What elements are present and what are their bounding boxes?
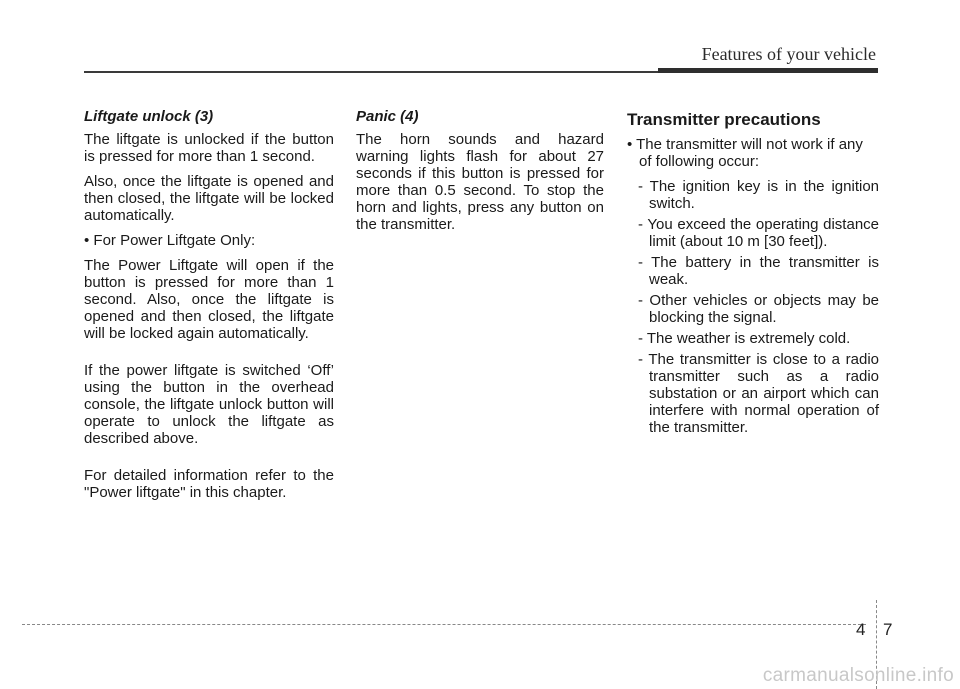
header-title: Features of your vehicle bbox=[701, 44, 876, 64]
paragraph: If the power liftgate is switched ‘Off’ using the button in the overhead console, the liftgate unlock button will operate to unlock the liftgate as described above. bbox=[84, 362, 334, 447]
list-item: - The transmitter is close to a radio transmitter such as a radio substation or an airport which can interfere with normal operation of the transmitter. bbox=[638, 351, 879, 436]
paragraph: The Power Liftgate will open if the button is pressed for more than 1 second. Also, once the liftgate is opened and then closed, the liftgate will be locked again automatically. bbox=[84, 257, 334, 342]
column-2 bbox=[356, 108, 604, 241]
list-item: - The battery in the transmitter is weak. bbox=[638, 254, 879, 288]
paragraph: The liftgate is unlocked if the button is pressed for more than 1 second. bbox=[84, 131, 334, 165]
liftgate-unlock-heading: Liftgate unlock (3) bbox=[84, 108, 214, 125]
paragraph: The horn sounds and hazard warning lights flash for about 27 seconds if this button is pressed for more than 0.5 second. To stop the horn and lights, press any button on the transmitter. bbox=[356, 131, 604, 233]
chapter-number: 4 bbox=[856, 620, 866, 639]
column-1 bbox=[84, 108, 334, 509]
panic-heading: Panic (4) bbox=[356, 108, 419, 125]
column-3 bbox=[627, 108, 879, 440]
list-item: - You exceed the operating distance limit (about 10 m [30 feet]). bbox=[638, 216, 879, 250]
footer-divider bbox=[22, 624, 866, 625]
list-item: - The ignition key is in the ignition switch. bbox=[638, 178, 879, 212]
header-rule-accent bbox=[658, 68, 878, 73]
header-rule bbox=[84, 71, 658, 73]
watermark: carmanualsonline.info bbox=[762, 665, 954, 686]
list-item: - The weather is extremely cold. bbox=[638, 330, 851, 347]
paragraph: Also, once the liftgate is opened and then closed, the liftgate will be locked automatically. bbox=[84, 173, 334, 224]
paragraph: For detailed information refer to the "Power liftgate" in this chapter. bbox=[84, 467, 334, 501]
page-number: 7 bbox=[883, 620, 893, 639]
transmitter-precautions-heading: Transmitter precautions bbox=[627, 110, 821, 129]
bullet-item: • For Power Liftgate Only: bbox=[84, 232, 256, 249]
list-item: - Other vehicles or objects may be blocking the signal. bbox=[638, 292, 879, 326]
bullet-item: • The transmitter will not work if any of following occur: bbox=[627, 136, 863, 170]
